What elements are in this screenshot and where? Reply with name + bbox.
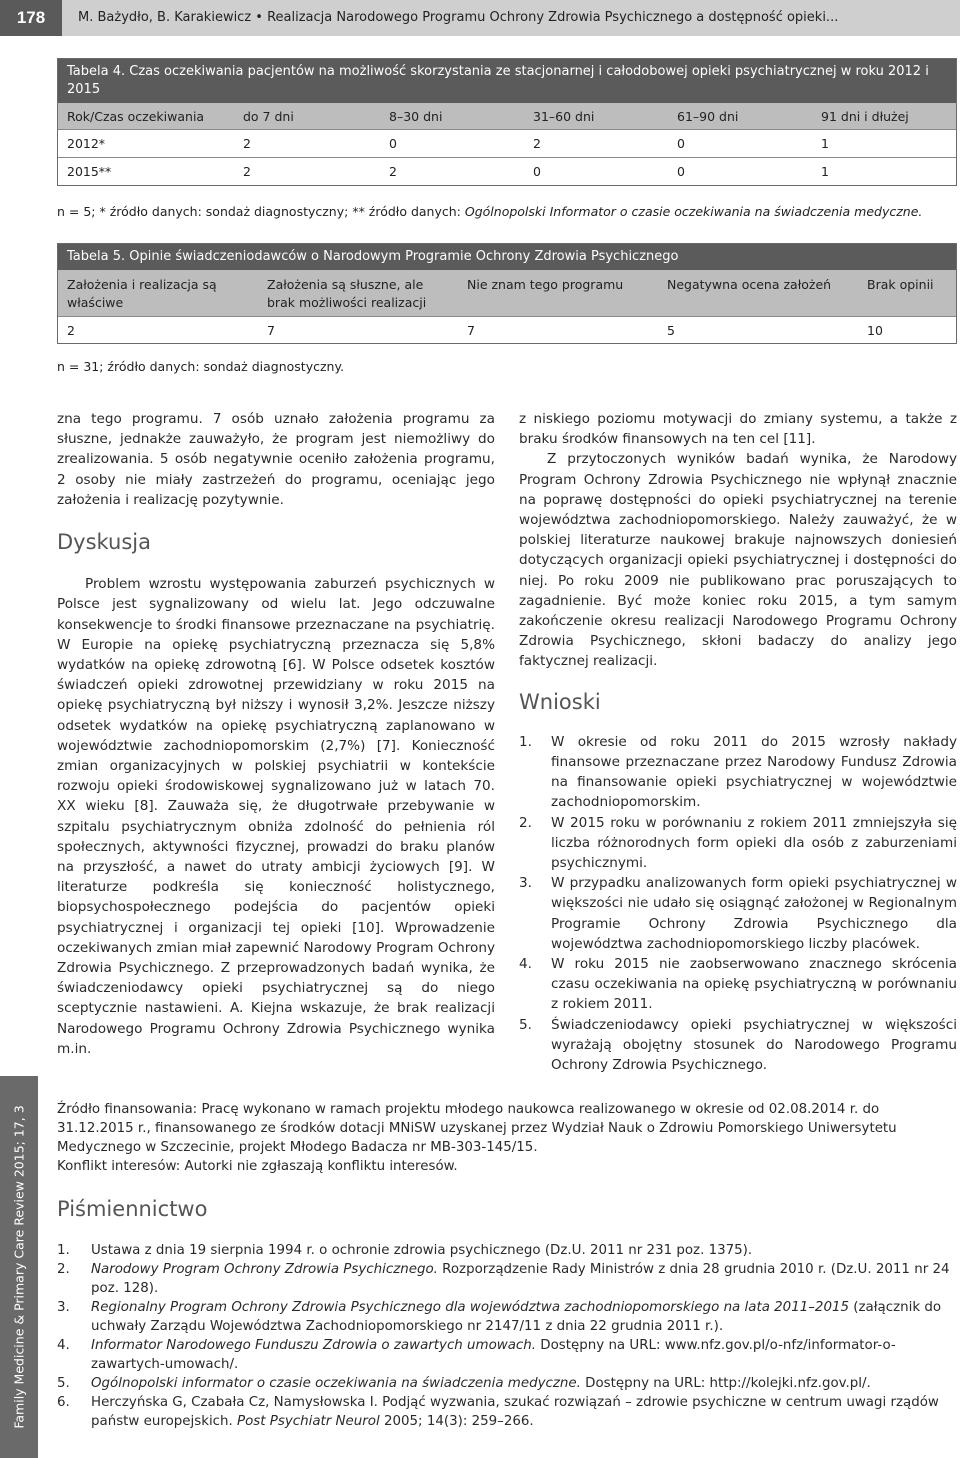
table-4-header-cell: 8–30 dni [389,108,443,124]
table-5-header-cell: Założenia są słuszne, ale brak możliwości realizacji [267,277,427,310]
table-5-header-row [58,270,956,316]
table-cell: 1 [821,164,829,179]
table-4-note-source: Ogólnopolski Informator o czasie oczekiwania na świadczenia medyczne. [464,204,923,219]
reference-item [57,1298,957,1336]
reference-title: Regionalny Program Ochrony Zdrowia Psychicznego dla województwa zachodniopomorskiego na lata 2011–2015 [91,1300,850,1315]
reference-number: 4. [57,1338,70,1353]
table-5-note: n = 31; źródło danych: sondaż diagnostyczny. [57,359,345,374]
reference-journal: Post Psychiatr Neurol [237,1414,380,1429]
list-item [519,732,957,813]
table-5-caption: Tabela 5. Opinie świadczeniodawców o Narodowym Programie Ochrony Zdrowia Psychicznego [58,244,956,270]
table-cell: 2 [67,322,75,338]
table-4-caption: Tabela 4. Czas oczekiwania pacjentów na możliwość skorzystania ze stacjonarnej i całodobowej opieki psychiatrycznej w roku 2012 i 2015 [58,59,956,103]
list-item [519,813,957,874]
reference-number: 1. [57,1243,70,1258]
reference-item [57,1241,957,1260]
table-4-note-text: n = 5; * źródło danych: sondaż diagnostyczny; ** źródło danych: [57,204,465,219]
list-number: 4. [519,956,532,973]
table-5 [57,243,957,344]
running-title: M. Bażydło, B. Karakiewicz • Realizacja Narodowego Programu Ochrony Zdrowia Psychicznego a dostępność opieki... [78,10,839,25]
table-4-header-cell: 91 dni i dłużej [821,108,909,124]
reference-text: Herczyńska G, Czabała Cz, Namysłowska I. Podjąć wyzwania, szukać rozwiązań – zdrowie psychiczne w centrum uwagi rządów państw europejskich. [91,1395,939,1429]
table-cell: 0 [533,164,541,179]
table-5-header-cell: Negatywna ocena założeń [667,277,832,292]
table-cell: 2 [389,164,397,179]
journal-name: Family Medicine & Primary Care Review 2015; 17, 3 [11,1105,27,1429]
table-cell: 2 [243,136,251,151]
table-4-header-cell: Rok/Czas oczekiwania [67,108,205,124]
section-heading-dyskusja: Dyskusja [57,530,152,555]
table-5-header-cell: Założenia i realizacja są właściwe [67,277,217,310]
list-text: W przypadku analizowanych form opieki psychiatrycznej w większości nie udało się osiągnąć założonej w Regionalnym Programie Ochrony Zdrowia Psychicznego dla województwa zachodniopomorskiego liczby placówek. [551,875,957,952]
table-4-note [57,204,922,219]
list-number: 1. [519,733,532,750]
reference-text: Rozporządzenie Rady Ministrów z dnia 28 grudnia 2010 r. (Dz.U. 2011 nr 24 poz. 128). [91,1262,950,1296]
reference-title: Narodowy Program Ochrony Zdrowia Psychicznego. [91,1262,438,1277]
table-cell: 0 [677,136,685,151]
list-text: Świadczeniodawcy opieki psychiatrycznej w większości wyrażają obojętny stosunek do Narodowego Programu Ochrony Zdrowia Psychicznego. [551,1016,957,1074]
paragraph: Z przytoczonych wyników badań wynika, że Narodowy Program Ochrony Zdrowia Psychicznego nie wpłynął znacznie na poprawę dostępności do opieki psychiatrycznej na terenie województwa zachodniopomorskiego. Należy zauważyć, że w polskiej literaturze naukowej brakuje najnowszych doniesień dotyczących organizacji opieki psychiatrycznej i dostępności do niej. Po roku 2009 nie publikowano prac poruszających to zagadnienie. Być może koniec roku 2015, a tym samym zakończenie okresu realizacji Narodowego Programu Ochrony Zdrowia Psychicznego, skłoni badaczy do analizy jego faktycznej realizacji. [519,451,957,670]
table-4-header-cell: do 7 dni [243,108,294,124]
reference-number: 5. [57,1376,70,1391]
paragraph: z niskiego poziomu motywacji do zmiany systemu, a także z braku środków finansowych na ten cel [11]. [519,411,957,448]
table-cell: 10 [867,322,883,338]
page-number: 178 [0,0,62,36]
reference-text: Dostępny na URL: www.nfz.gov.pl/o-nfz/informator-o-zawartych-umowach/. [91,1338,896,1372]
table-cell: 7 [467,322,475,338]
list-text: W okresie od roku 2011 do 2015 wzrosły nakłady finansowe przeznaczane przez Narodowy Fundusz Zdrowia na finansowanie opieki psychiatrycznej w województwie zachodniopomorskim. [551,733,957,811]
table-cell: 2015** [67,164,112,179]
reference-title: Informator Narodowego Funduszu Zdrowia o zawartych umowach. [91,1338,537,1353]
table-row [58,316,956,343]
reference-text: (załącznik do uchwały Zarządu Województwa Zachodniopomorskiego nr 2147/11 z dnia 22 grudnia 2011 r.). [91,1300,942,1334]
page-header [0,0,960,36]
table-cell: 1 [821,136,829,151]
references-section [57,1197,957,1431]
references-list [57,1241,957,1431]
list-item [519,1015,957,1076]
list-number: 3. [519,875,532,892]
table-4-header-cell: 61–90 dni [677,108,739,124]
table-cell: 2 [533,136,541,151]
list-number: 5. [519,1016,532,1033]
reference-item [57,1336,957,1374]
reference-number: 3. [57,1300,70,1315]
section-heading-wnioski: Wnioski [519,689,601,714]
table-5-header-cell: Brak opinii [867,277,934,292]
list-text: W roku 2015 nie zaobserwowano znacznego skrócenia czasu oczekiwania na opiekę psychiatryczną w porównaniu z rokiem 2011. [551,956,957,1013]
reference-details: 2005; 14(3): 259–266. [379,1414,534,1429]
list-text: W 2015 roku w porównaniu z rokiem 2011 zmniejszyła się liczba różnorodnych form opieki dla osób z zaburzeniami psychicznymi. [551,814,957,872]
table-row [58,157,956,185]
conflict-text: Konflikt interesów: Autorki nie zgłaszają konfliktu interesów. [57,1159,458,1174]
reference-title: Ogólnopolski informator o czasie oczekiwania na świadczenia medyczne. [91,1376,581,1391]
reference-text: Ustawa z dnia 19 sierpnia 1994 r. o ochronie zdrowia psychicznego (Dz.U. 2011 nr 231 poz. 1375). [91,1243,753,1258]
reference-item [57,1393,957,1431]
table-cell: 2012* [67,136,106,151]
table-cell: 7 [267,322,275,338]
right-column [519,409,957,1075]
reference-number: 2. [57,1262,70,1277]
references-heading: Piśmiennictwo [57,1197,208,1221]
table-4 [57,58,957,186]
left-column [57,409,495,1059]
table-4-header-cell: 31–60 dni [533,108,595,124]
funding-text: Źródło finansowania: Pracę wykonano w ramach projektu młodego naukowca realizowanego w okresie od 02.08.2014 r. do 31.12.2015 r., finansowanego ze środków dotacji MNiSW uzyskanej przez Wydział Nauk o Zdrowiu Pomorskiego Uniwersytetu Medycznego w Szczecinie, projekt Młodego Badacza nr MB-303-145/15. [57,1102,897,1155]
list-number: 2. [519,814,532,831]
table-4-header-row [58,103,956,129]
table-5-header-cell: Nie znam tego programu [467,277,624,292]
funding-section [57,1100,957,1176]
table-row [58,129,956,157]
table-cell: 2 [243,164,251,179]
reference-item [57,1374,957,1393]
list-item [519,873,957,954]
table-cell: 0 [677,164,685,179]
reference-item [57,1260,957,1298]
journal-sidebar [0,1076,38,1458]
reference-text: Dostępny na URL: http://kolejki.nfz.gov.pl/. [580,1376,871,1391]
conclusions-list [519,732,957,1075]
table-cell: 5 [667,322,675,338]
paragraph: Problem wzrostu występowania zaburzeń psychicznych w Polsce jest sygnalizowany od wielu lat. Jego odczuwalne konsekwencje to środki finansowe przeznaczane na psychiatrię. W Europie na opiekę psychiatryczną przeznacza się 5,8% wydatków na opiekę zdrowotną [6]. W Polsce odsetek kosztów świadczeń opieki zdrowotnej przewidziany w roku 2015 na opiekę psychiatryczną był niższy i wynosił 3,2%. Jeszcze niższy odsetek wydatków na opiekę psychiatryczną zaplanowano w województwie zachodniopomorskim (2,7%) [7]. Konieczność zmian organizacyjnych w polskiej psychiatrii w kontekście rozwoju opieki środowiskowej sygnalizowano już w latach 70. XX wieku [8]. Zauważa się, że długotrwałe przebywanie w szpitalu psychiatrycznym obniża zdolność do pełnienia ról społecznych, aktywności fizycznej, prowadzi do braku planów na przyszłość, a nawet do utraty ambicji życiowych [9]. W literaturze podkreśla się konieczność holistycznego, biopsychospołecznego podejścia do pacjentów opieki psychiatrycznej i organizacji tej opieki [10]. Wprowadzenie oczekiwanych zmian miał zapewnić Narodowy Program Ochrony Zdrowia Psychicznego. Z przeprowadzonych badań wynika, że świadczeniodawcy opieki psychiatrycznej są do niego sceptycznie nastawieni. A. Kiejna wskazuje, że brak realizacji Narodowego Programu Ochrony Zdrowia Psychicznego wynika m.in. [57,576,495,1057]
list-item [519,954,957,1015]
table-cell: 0 [389,136,397,151]
reference-number: 6. [57,1395,70,1410]
paragraph: zna tego programu. 7 osób uznało założenia programu za słuszne, jednakże zauważyło, że program jest niemożliwy do zrealizowania. 5 osób negatywnie oceniło założenia programu, 2 osoby nie miały zastrzeżeń do programu, oceniając jego założenia i realizację pozytywnie. [57,411,495,508]
